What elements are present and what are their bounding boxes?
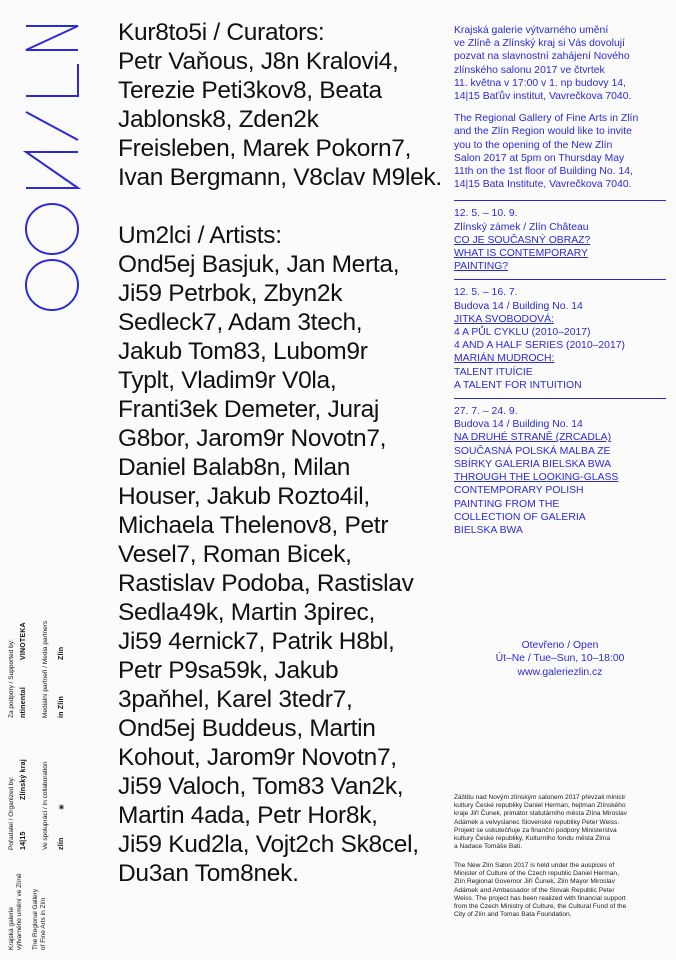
event-line: A TALENT FOR INTUITION xyxy=(454,379,582,391)
artist-line: Jakub Tom83, Lubom9r xyxy=(118,338,368,365)
curator-line: Petr Vaňous, J8n Kralovi4, xyxy=(118,48,399,75)
info-column xyxy=(454,24,666,679)
artist-line: Ji59 4ernick7, Patrik H8bl, xyxy=(118,628,395,655)
fineprint-line: Záštitu nad Novým zlínským salonem 2017 převzali ministr xyxy=(454,794,626,801)
invite-en-line: you to the opening of the New Zlín xyxy=(454,139,613,151)
invite-cz-line: zlínského salonu 2017 ve čtvrtek xyxy=(454,64,605,76)
event-line: WHAT IS CONTEMPORARY xyxy=(454,248,588,260)
event-line: 4 A PŮL CYKLU (2010–2017) xyxy=(454,327,591,339)
support-logo-vinoteka: VINOTEKA xyxy=(20,622,27,660)
divider xyxy=(454,398,666,399)
fineprint-line: kultury České republiky Daniel Herman, hejtman Zlínského xyxy=(454,802,626,810)
fineprint-line: Adámek and Ambassador of the Slovak Republic Peter xyxy=(454,886,615,894)
event-line: TALENT ITUÍCIE xyxy=(454,366,533,378)
gallery-cz-line: výtvarného umění ve Zlíně xyxy=(16,873,23,950)
artist-line: Rastislav Podoba, Rastislav xyxy=(118,570,414,597)
org-logo-zlinsky-kraj: Zlínský kraj xyxy=(20,759,27,800)
fineprint-line: Minister of Culture of the Czech republic Daniel Herman, xyxy=(454,870,619,878)
website-link[interactable]: www.galeriezlin.cz xyxy=(517,666,603,678)
organized-group xyxy=(8,730,50,850)
collab-logo-star: ✳ xyxy=(59,803,66,810)
artist-line: Martin 4ada, Petr Hor8k, xyxy=(118,802,378,829)
artists-heading: Um2lci / Artists: xyxy=(118,222,282,249)
invite-en-line: Salon 2017 at 5pm on Thursday May xyxy=(454,152,625,164)
fineprint-line: The New Zlín Salon 2017 is held under the auspices of xyxy=(454,862,615,869)
collab-label: Ve spolupráci / In collaboration xyxy=(42,761,49,850)
event-line: CONTEMPORARY POLISH xyxy=(454,485,584,497)
fineprint-line: Adámek a velvyslanec Slovenské republiky Peter Weiss. xyxy=(454,818,620,826)
event-line: THROUGH THE LOOKING-GLASS xyxy=(454,472,619,484)
artists-block xyxy=(118,221,448,888)
invite-cz-line: ve Zlíně a Zlínský kraj si Vás dovolují xyxy=(454,38,625,50)
event-line: SOUČASNÁ POLSKÁ MALBA ZE xyxy=(454,445,611,457)
fineprint-line: from the Czech Ministry of Culture, the Cultural Fund of the xyxy=(454,903,627,911)
gallery-credit xyxy=(8,873,48,950)
artist-line: G8bor, Jarom9r Novotn7, xyxy=(118,425,387,452)
media-label: Mediální partneři / Media partners xyxy=(42,620,49,718)
divider xyxy=(454,200,666,201)
fineprint-line: kultury České republiky, Kulturního fondu města Zlína xyxy=(454,835,611,843)
fineprint-line: a Nadace Tomáše Bati. xyxy=(454,843,523,851)
event-line: BIELSKA BWA xyxy=(454,524,523,536)
artist-line: Michaela Thelenov8, Petr xyxy=(118,512,389,539)
fineprint-cz xyxy=(454,794,668,851)
artist-line: Kohout, Jarom9r Novotn7, xyxy=(118,744,397,771)
main-credits xyxy=(118,18,448,888)
invite-cz xyxy=(454,24,666,103)
partners-sidebar xyxy=(8,550,104,950)
media-logo-zlin: Zlín xyxy=(58,646,65,660)
invite-en-line: and the Zlín Region would like to invite xyxy=(454,126,632,138)
event-line: SBÍRKY GALERIA BIELSKA BWA xyxy=(454,458,612,470)
gallery-en-line: The Regional Gallery xyxy=(32,888,39,950)
invite-en-line: 14|15 Bata Institute, Vavrečkova 7040. xyxy=(454,179,632,191)
curator-line: Terezie Peti3kov8, Beata xyxy=(118,77,382,104)
supported-label: Za podpory / Supported by: xyxy=(8,639,15,718)
artist-line: Ond5ej Basjuk, Jan Merta, xyxy=(118,251,400,278)
artist-line: Daniel Balab8n, Milan xyxy=(118,454,351,481)
fineprint-line: City of Zlín and Tomas Bata Foundation. xyxy=(454,911,572,919)
curator-line: Freisleben, Marek Pokorn7, xyxy=(118,135,412,162)
event-line: Budova 14 / Building No. 14 xyxy=(454,300,583,312)
artist-line: Vesel7, Roman Bicek, xyxy=(118,541,352,568)
invite-cz-line: 11. května v 17:00 v 1. np budovy 14, xyxy=(454,77,626,89)
organized-label: Pořadatel / Organized by: xyxy=(8,776,15,850)
artist-line: Petr P9sa59k, Jakub xyxy=(118,657,339,684)
event-line: COLLECTION OF GALERIA xyxy=(454,511,586,523)
curator-line: Ivan Bergmann, V8clav M9lek. xyxy=(118,164,442,191)
artist-line: Du3an Tom8nek. xyxy=(118,860,299,887)
fineprint-line: kraje Jiří Čunek, primátor statutárního města Zlína Miroslav xyxy=(454,810,627,818)
event-line: 27. 7. – 24. 9. xyxy=(454,406,518,418)
fineprint-line: Projekt se uskutečňuje za finanční podpory Ministerstva xyxy=(454,826,617,834)
event-line: 4 AND A HALF SERIES (2010–2017) xyxy=(454,340,625,352)
salon-logo xyxy=(22,20,82,320)
event-line: PAINTING FROM THE xyxy=(454,498,560,510)
invite-en-line: 11th on the 1st floor of Building No. 14, xyxy=(454,166,633,178)
invite-cz-line: Krajská galerie výtvarného umění xyxy=(454,25,609,36)
event-line: JITKA SVOBODOVÁ: xyxy=(454,313,554,325)
artist-line: Ji59 Kud2la, Vojt2ch Sk8cel, xyxy=(118,831,419,858)
fineprint-line: Weiss. The project has been realized with financial support xyxy=(454,894,626,902)
event-line: Budova 14 / Building No. 14 xyxy=(454,419,583,431)
open-label: Otevřeno / Open xyxy=(521,640,599,652)
artist-line: Ji59 Valoch, Tom83 Van2k, xyxy=(118,773,404,800)
events-list xyxy=(454,200,666,537)
event-block xyxy=(454,405,666,537)
invite-cz-line: 14|15 Baťův institut, Vavrečkova 7040. xyxy=(454,91,632,103)
event-block xyxy=(454,207,666,273)
curators-heading: Kur8to5i / Curators: xyxy=(118,19,325,46)
curators-block xyxy=(118,18,448,192)
artist-line: Sedla49k, Martin 3pirec, xyxy=(118,599,375,626)
invite-cz-line: pozvat na slavnostní zahájení Nového xyxy=(454,51,630,63)
invite-en-line: The Regional Gallery of Fine Arts in Zlín xyxy=(454,113,639,125)
zlin-00-logo-graphic xyxy=(22,20,82,320)
gallery-en-line: of Fine Arts in Zlín xyxy=(40,897,47,950)
event-line: Zlínský zámek / Zlín Château xyxy=(454,221,589,233)
support-group xyxy=(8,598,50,718)
event-line: PAINTING? xyxy=(454,261,509,273)
artist-line: Ji59 Petrbok, Zbyn2k xyxy=(118,280,343,307)
event-line: 12. 5. – 16. 7. xyxy=(454,287,518,299)
event-line: MARIÁN MUDROCH: xyxy=(454,353,555,365)
event-line: CO JE SOUČASNÝ OBRAZ? xyxy=(454,234,591,246)
invite-en xyxy=(454,112,666,191)
artist-line: Sedleck7, Adam 3tech, xyxy=(118,309,363,336)
curator-line: Jablonsk8, Zden2k xyxy=(118,106,319,133)
gallery-cz-line: Krajská galerie xyxy=(8,907,15,950)
artist-line: Houser, Jakub Rozto4il, xyxy=(118,483,370,510)
media-logo-inzlin: in Zlín xyxy=(58,695,65,718)
artist-line: Franti3ek Demeter, Juraj xyxy=(118,396,380,423)
fineprint-en xyxy=(454,862,668,919)
divider xyxy=(454,279,666,280)
support-logo-continental: ntinental xyxy=(20,687,27,718)
event-line: NA DRUHÉ STRANĚ (ZRCADLA) xyxy=(454,432,612,444)
fineprint-line: Zlín Regional Governor Jiří Čunek, Zlín Mayor Miroslav xyxy=(454,878,615,886)
artist-line: Ond5ej Buddeus, Martin xyxy=(118,715,376,742)
collab-logo-zlin: zlín xyxy=(58,837,65,850)
artist-line: Typlt, Vladim9r V0la, xyxy=(118,367,337,394)
artist-line: 3paňhel, Karel 3tedr7, xyxy=(118,686,353,713)
event-line: 12. 5. – 10. 9. xyxy=(454,208,518,220)
open-hours: Út–Ne / Tue–Sun, 10–18:00 xyxy=(495,653,625,665)
org-logo-1415: 14|15 xyxy=(20,831,27,850)
event-block xyxy=(454,286,666,392)
opening-hours xyxy=(454,639,666,679)
